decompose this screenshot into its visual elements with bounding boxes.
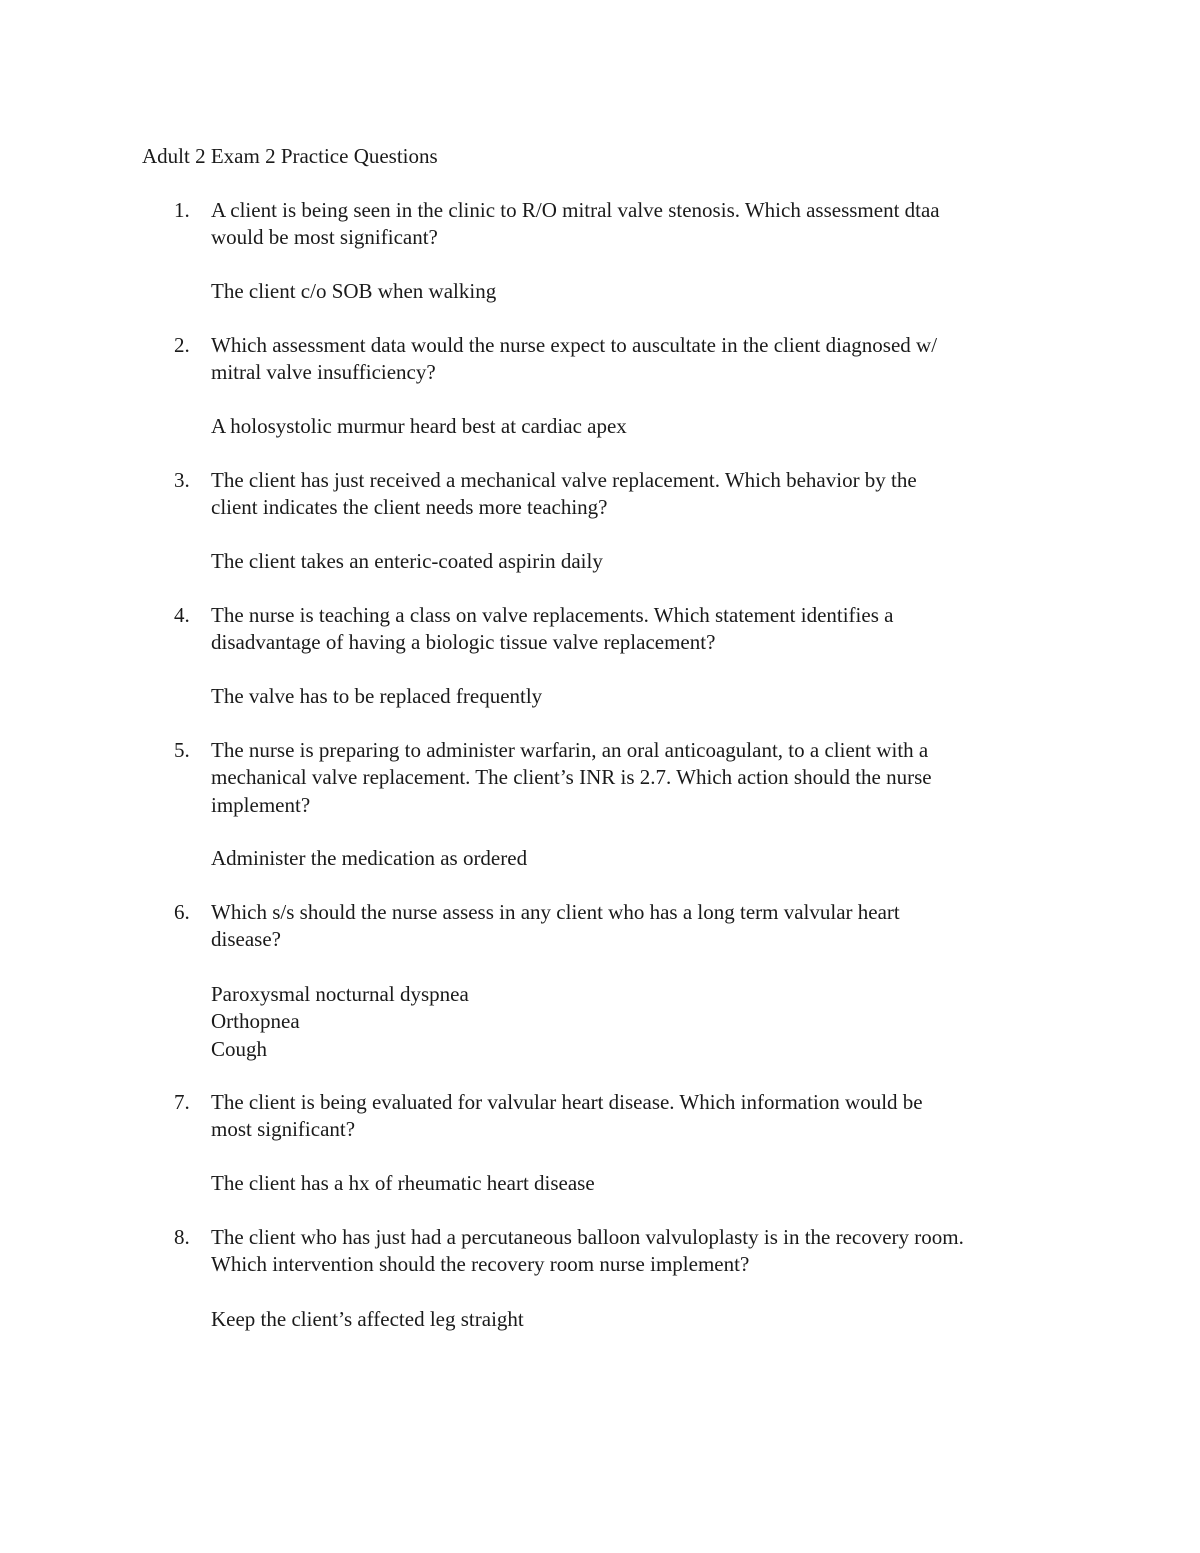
answer-text — [211, 981, 1071, 1063]
question-line: The client is being evaluated for valvular heart disease. Which information would be — [211, 1090, 923, 1114]
question-text — [211, 1089, 1071, 1144]
question-number: 7. — [174, 1090, 190, 1114]
question-text — [211, 1224, 1071, 1279]
question-number: 4. — [174, 603, 190, 627]
question-line: disease? — [211, 927, 281, 952]
question-text — [211, 899, 1071, 954]
question-line: The nurse is preparing to administer warfarin, an oral anticoagulant, to a client with a — [211, 738, 929, 762]
question-text — [211, 197, 1071, 252]
question-line: Which s/s should the nurse assess in any client who has a long term valvular heart — [211, 900, 900, 924]
question-number: 6. — [174, 900, 190, 924]
answer-text — [211, 1306, 1071, 1333]
question-line: Which assessment data would the nurse expect to auscultate in the client diagnosed w/ — [211, 333, 938, 357]
answer-line: Orthopnea — [211, 1009, 300, 1034]
answer-line: Cough — [211, 1036, 268, 1061]
answer-text — [211, 548, 1071, 575]
question-text — [211, 737, 1071, 819]
question-line: The client who has just had a percutaneous balloon valvuloplasty is in the recovery room. — [211, 1225, 964, 1249]
question-line: The client has just received a mechanical valve replacement. Which behavior by the — [211, 468, 917, 492]
answer-line: The valve has to be replaced frequently — [211, 684, 543, 708]
question-number: 3. — [174, 468, 190, 492]
question-line: A client is being seen in the clinic to R/O mitral valve stenosis. Which assessment dtaa — [211, 198, 940, 222]
question-number: 2. — [174, 333, 190, 357]
document-title: Adult 2 Exam 2 Practice Questions — [142, 144, 438, 168]
answer-text — [211, 845, 1071, 872]
answer-text — [211, 1170, 1071, 1197]
answer-line: Keep the client’s affected leg straight — [211, 1307, 524, 1331]
question-line: would be most significant? — [211, 225, 438, 250]
question-line: client indicates the client needs more teaching? — [211, 495, 608, 520]
answer-text — [211, 683, 1071, 710]
question-line: mechanical valve replacement. The client’s INR is 2.7. Which action should the nurse — [211, 765, 932, 790]
answer-line: The client takes an enteric-coated aspirin daily — [211, 549, 603, 573]
answer-text — [211, 413, 1071, 440]
question-number: 8. — [174, 1225, 190, 1249]
question-number: 1. — [174, 198, 190, 222]
question-line: disadvantage of having a biologic tissue valve replacement? — [211, 630, 716, 655]
question-text — [211, 467, 1071, 522]
question-line: The nurse is teaching a class on valve replacements. Which statement identifies a — [211, 603, 894, 627]
question-line: implement? — [211, 792, 311, 817]
answer-line: A holosystolic murmur heard best at cardiac apex — [211, 414, 627, 438]
answer-line: The client has a hx of rheumatic heart disease — [211, 1171, 595, 1195]
question-text — [211, 602, 1071, 657]
answer-line: The client c/o SOB when walking — [211, 279, 497, 303]
question-text — [211, 332, 1071, 387]
answer-line: Paroxysmal nocturnal dyspnea — [211, 982, 469, 1006]
question-line: Which intervention should the recovery room nurse implement? — [211, 1252, 750, 1277]
question-line: mitral valve insufficiency? — [211, 360, 436, 385]
question-line: most significant? — [211, 1117, 356, 1142]
answer-line: Administer the medication as ordered — [211, 846, 528, 870]
question-number: 5. — [174, 738, 190, 762]
answer-text — [211, 278, 1071, 305]
